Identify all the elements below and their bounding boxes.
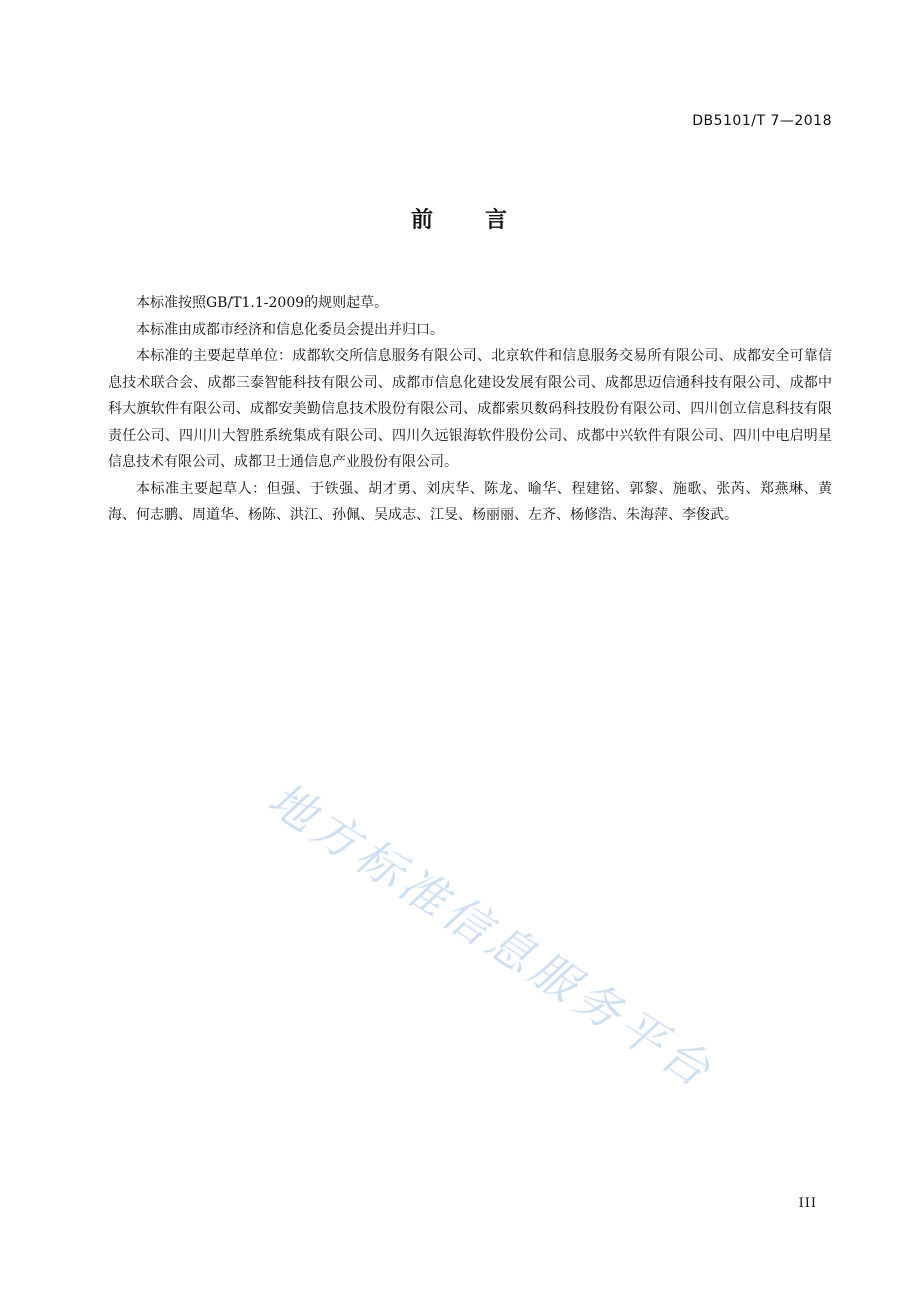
- paragraph-drafting-rules: 本标准按照GB/T1.1-2009的规则起草。: [136, 295, 389, 311]
- paragraph-proposer: 本标准由成都市经济和信息化委员会提出并归口。: [136, 321, 444, 338]
- page-number: III: [798, 1196, 817, 1211]
- foreword-body: [108, 290, 832, 529]
- title-char-1: 前: [410, 208, 435, 233]
- page-title: [0, 206, 920, 236]
- document-number: DB5101/T 7—2018: [692, 113, 832, 129]
- paragraph-drafting-units: 本标准的主要起草单位：成都软交所信息服务有限公司、北京软件和信息服务交易所有限公司、成都安全可靠信息技术联合会、成都三泰智能科技有限公司、成都市信息化建设发展有限公司、成都思迈信通科技有限公司、成都中科大旗软件有限公司、成都安美勤信息技术股份有限公司、成都索贝数码科技股份有限公司、四川创立信息科技有限责任公司、四川川大智胜系统集成有限公司、四川久远银海软件股份公司、成都中兴软件有限公司、四川中电启明星信息技术有限公司、成都卫士通信息产业股份有限公司。: [108, 348, 832, 470]
- watermark: 地方标准信息服务平台: [258, 771, 725, 1100]
- paragraph-drafters: 本标准主要起草人：但强、于铁强、胡才勇、刘庆华、陈龙、喻华、程建铭、郭黎、施歌、张芮、郑燕琳、黄海、何志鹏、周道华、杨陈、洪江、孙佩、吴成志、江旻、杨丽丽、左齐、杨修浩、朱海萍、李俊武。: [108, 480, 832, 523]
- title-char-2: 言: [485, 208, 510, 233]
